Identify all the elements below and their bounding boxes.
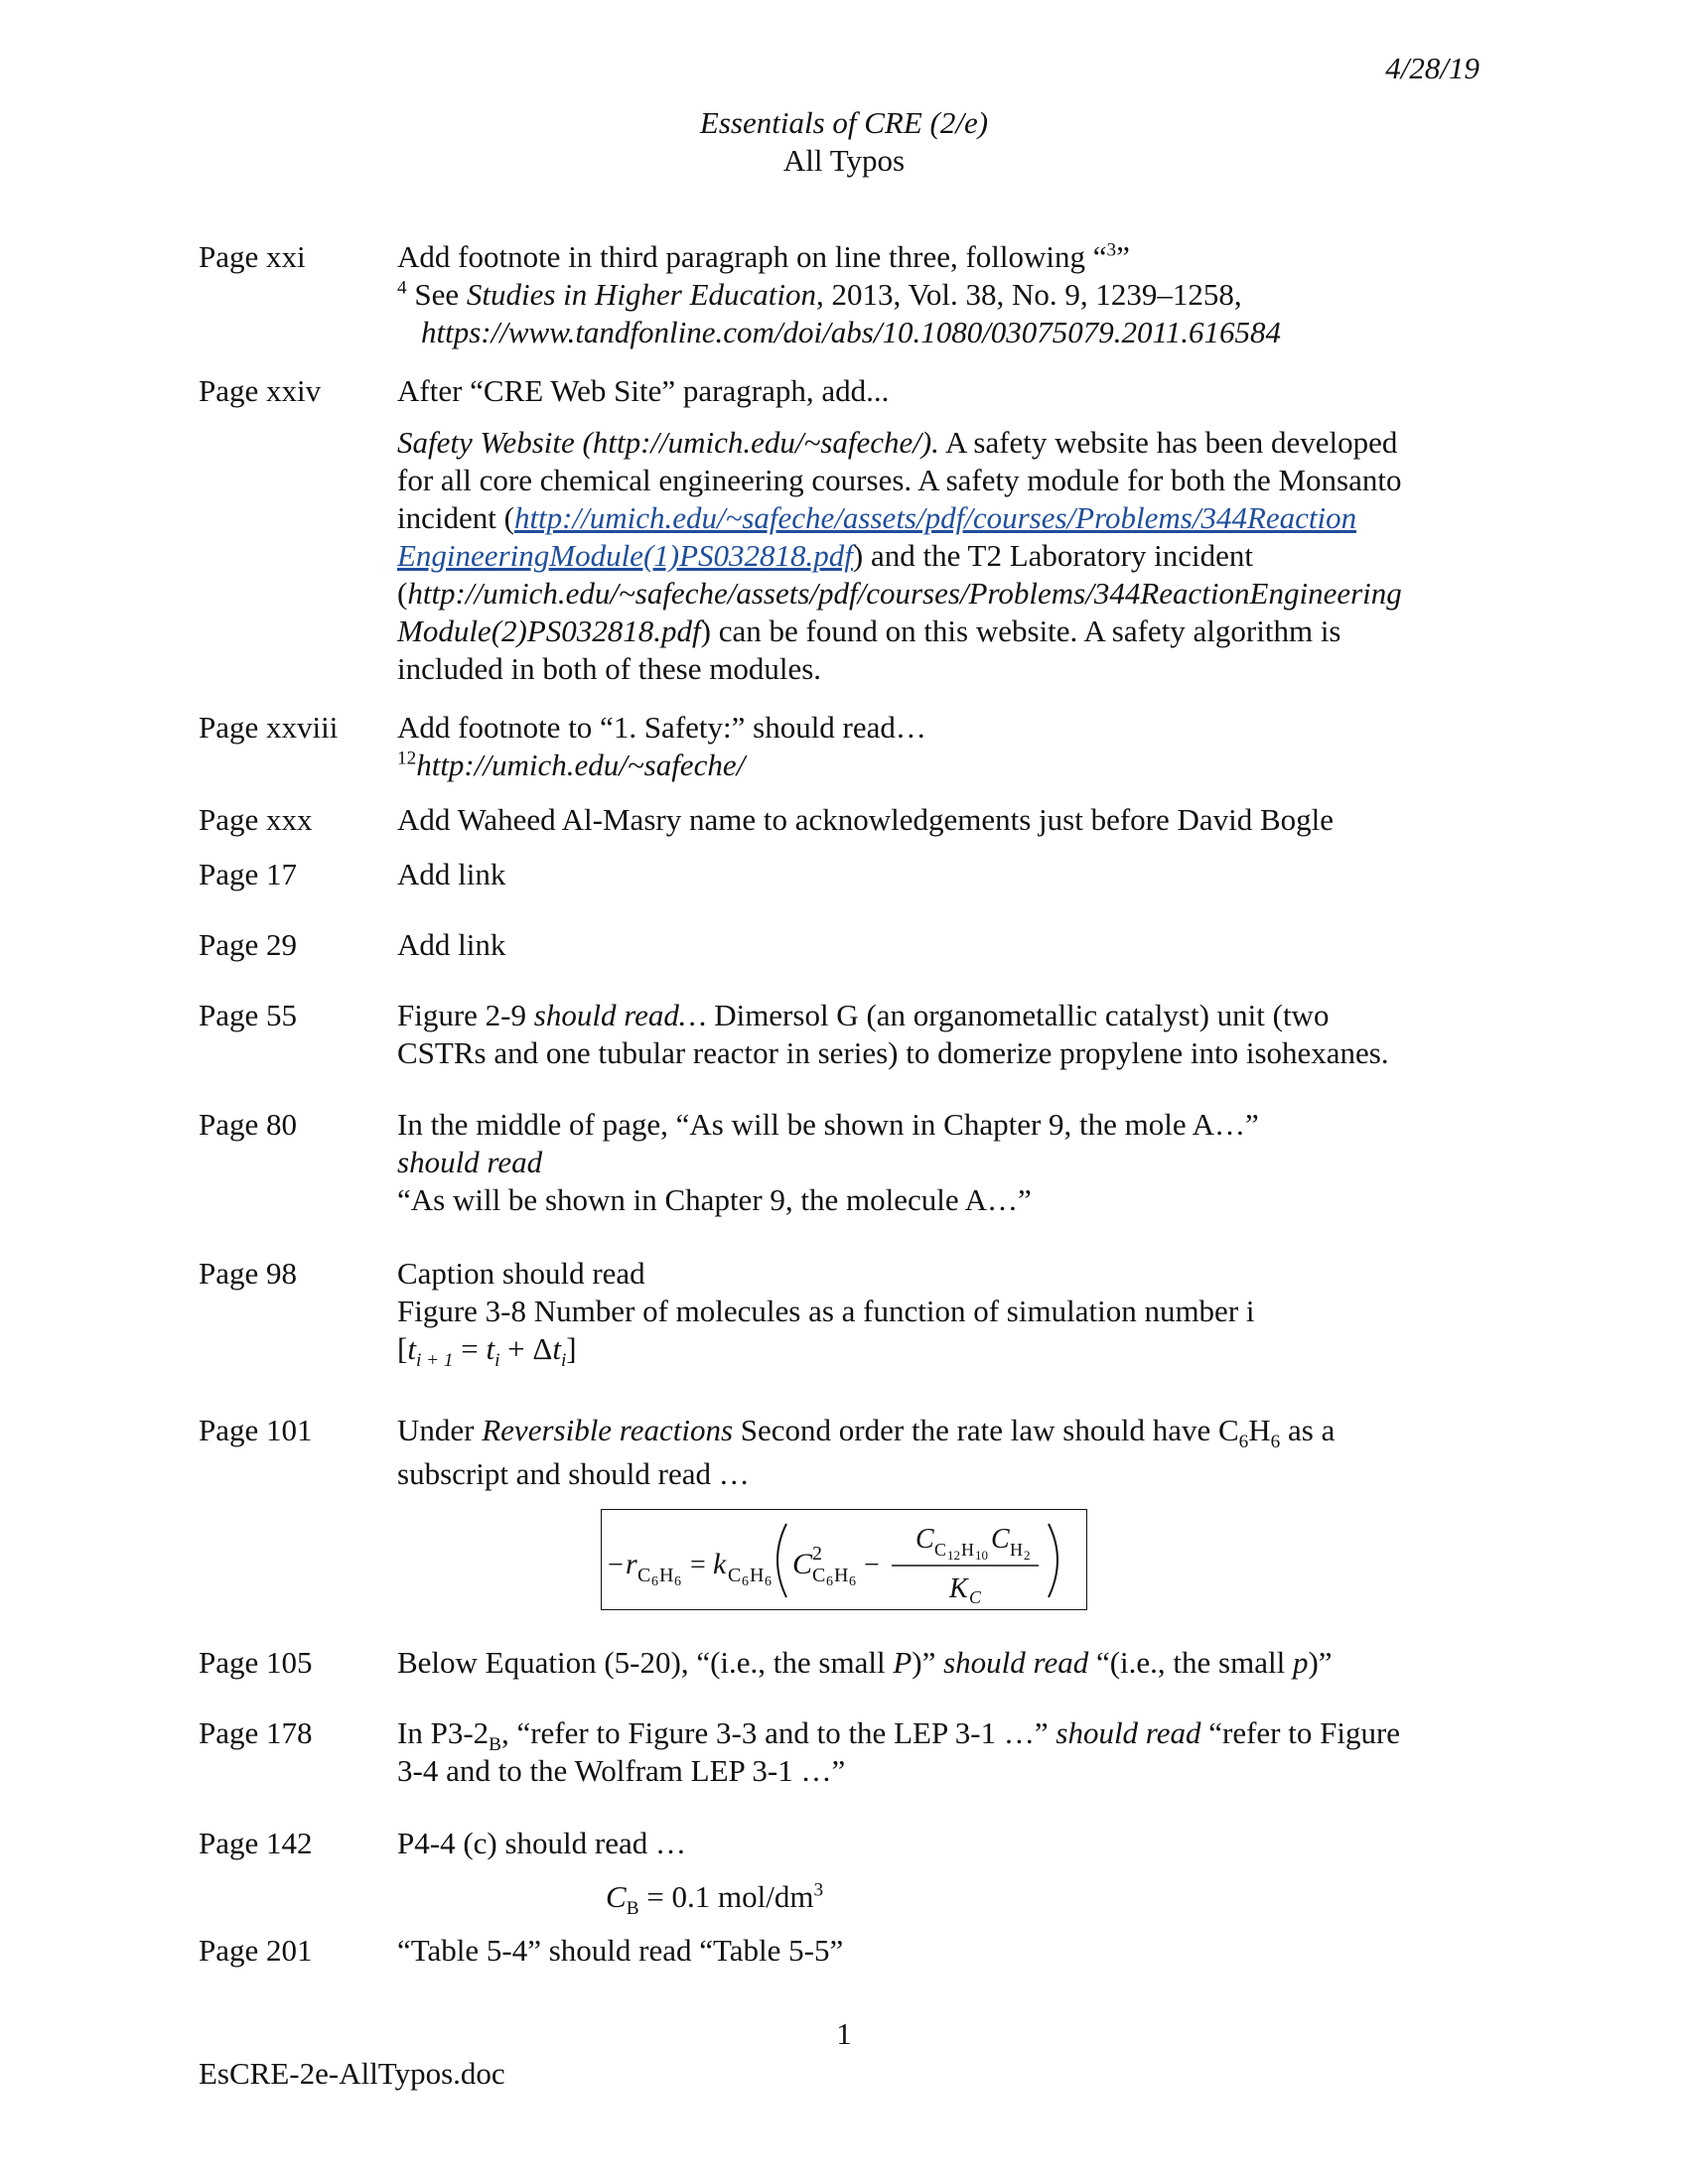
footnote-url: https://www.tandfonline.com/doi/abs/10.1080/03075079.2011.616584 xyxy=(421,315,1282,349)
svg-text:k: k xyxy=(713,1548,727,1580)
svg-text:10: 10 xyxy=(975,1548,988,1563)
svg-text:12: 12 xyxy=(947,1548,960,1563)
entry-text: See xyxy=(406,277,467,312)
safety-paragraph: Safety Website (http://umich.edu/~safeche/). A safety website has been developed for all core chemical engineering courses. A safety module for both the Monsanto incident (http://umich.edu/~safeche/assets/pdf/courses/Problems/344Reaction EngineeringModule(1)PS032818.pdf) and the T2 Laboratory incident (http://umich.edu/~safeche/assets/pdf/courses/Problems/344ReactionEngineering Module(2)PS032818.pdf) can be found on this website. A safety algorithm is included in both of these modules. xyxy=(397,425,1402,686)
superscript: 3 xyxy=(1106,239,1117,261)
document-subtitle: All Typos xyxy=(782,143,906,178)
t2-module-url-cont: Module(2)PS032818.pdf xyxy=(397,614,701,648)
svg-text:K: K xyxy=(949,1573,968,1604)
svg-text:−: − xyxy=(608,1550,624,1580)
page-ref: Page 142 xyxy=(199,1826,313,1860)
page-ref: Page xxi xyxy=(199,239,306,274)
svg-text:H: H xyxy=(750,1565,765,1586)
svg-text:C: C xyxy=(637,1565,651,1586)
footnote-number: 4 xyxy=(397,277,407,299)
page-number: 1 xyxy=(836,2016,852,2051)
svg-text:6: 6 xyxy=(674,1574,681,1589)
document-date: 4/28/19 xyxy=(1385,51,1479,85)
entry-text: “Table 5-4” should read “Table 5-5” xyxy=(397,1933,844,1968)
svg-text:=: = xyxy=(690,1550,706,1580)
entry-text: Add footnote to “1. Safety:” should read… xyxy=(397,710,926,745)
page-ref: Page 80 xyxy=(199,1107,298,1142)
page-ref: Page 178 xyxy=(199,1715,313,1750)
svg-text:6: 6 xyxy=(849,1574,856,1589)
page-ref: Page 29 xyxy=(199,927,298,962)
page-ref: Page 101 xyxy=(199,1413,313,1447)
svg-text:H: H xyxy=(659,1565,674,1586)
page-ref: Page 201 xyxy=(199,1933,313,1968)
svg-text:C: C xyxy=(812,1565,826,1586)
entry-text: Add link xyxy=(397,927,506,962)
svg-text:C: C xyxy=(792,1548,813,1580)
svg-text:C: C xyxy=(934,1540,947,1560)
entry-text: , 2013, Vol. 38, No. 9, 1239–1258, xyxy=(816,277,1242,312)
rate-law-equation xyxy=(601,1509,1087,1610)
svg-text:r: r xyxy=(626,1548,637,1580)
page-ref: Page xxviii xyxy=(199,710,339,745)
document-title: Essentials of CRE (2/e) xyxy=(699,105,989,140)
document-title-block xyxy=(0,104,1688,180)
safety-website-heading: Safety Website (http://umich.edu/~safeche/). xyxy=(397,425,939,460)
svg-text:C: C xyxy=(991,1524,1010,1555)
svg-text:C: C xyxy=(915,1524,934,1555)
monsanto-module-link[interactable]: http://umich.edu/~safeche/assets/pdf/courses/Problems/344Reaction xyxy=(513,500,1357,535)
page-ref: Page 55 xyxy=(199,998,298,1032)
svg-text:6: 6 xyxy=(651,1574,658,1589)
page-ref: Page 98 xyxy=(199,1256,298,1291)
concentration-equation: $C_B = 0.1$ mol/$dm^3$ xyxy=(606,1879,824,1920)
entry-text: After “CRE Web Site” paragraph, add... xyxy=(397,373,890,408)
footnote-url: http://umich.edu/~safeche/ xyxy=(416,748,746,782)
svg-text:H: H xyxy=(834,1565,849,1586)
svg-text:C: C xyxy=(728,1565,742,1586)
footnote-number: 12 xyxy=(397,748,417,769)
file-name: EsCRE-2e-AllTypos.doc xyxy=(199,2056,505,2091)
entry-text: Add Waheed Al-Masry name to acknowledgements just before David Bogle xyxy=(397,802,1335,837)
svg-text:−: − xyxy=(864,1550,880,1580)
svg-text:C: C xyxy=(969,1587,982,1607)
page-ref: Page xxx xyxy=(199,802,313,837)
journal-title: Studies in Higher Education xyxy=(466,277,817,312)
page-ref: Page 105 xyxy=(199,1645,313,1680)
page-ref: Page 17 xyxy=(199,857,298,891)
svg-text:H: H xyxy=(961,1540,974,1560)
svg-text:6: 6 xyxy=(765,1574,772,1589)
t2-module-url: http://umich.edu/~safeche/assets/pdf/courses/Problems/344ReactionEngineering xyxy=(407,576,1402,611)
entry-text: Add link xyxy=(397,857,506,891)
svg-text:2: 2 xyxy=(812,1543,822,1565)
svg-text:H: H xyxy=(1010,1540,1023,1560)
entry-text: Add footnote in third paragraph on line three, following “ xyxy=(397,239,1107,274)
svg-text:6: 6 xyxy=(742,1574,749,1589)
time-step-formula: $[t_{i + 1} = t_i + \Delta t_i]$ xyxy=(397,1331,577,1372)
svg-text:6: 6 xyxy=(826,1574,833,1589)
entry-text: ” xyxy=(1116,239,1130,274)
monsanto-module-link-cont[interactable]: EngineeringModule(1)PS032818.pdf xyxy=(397,538,853,573)
svg-text:2: 2 xyxy=(1024,1548,1031,1563)
page-ref: Page xxiv xyxy=(199,373,322,408)
